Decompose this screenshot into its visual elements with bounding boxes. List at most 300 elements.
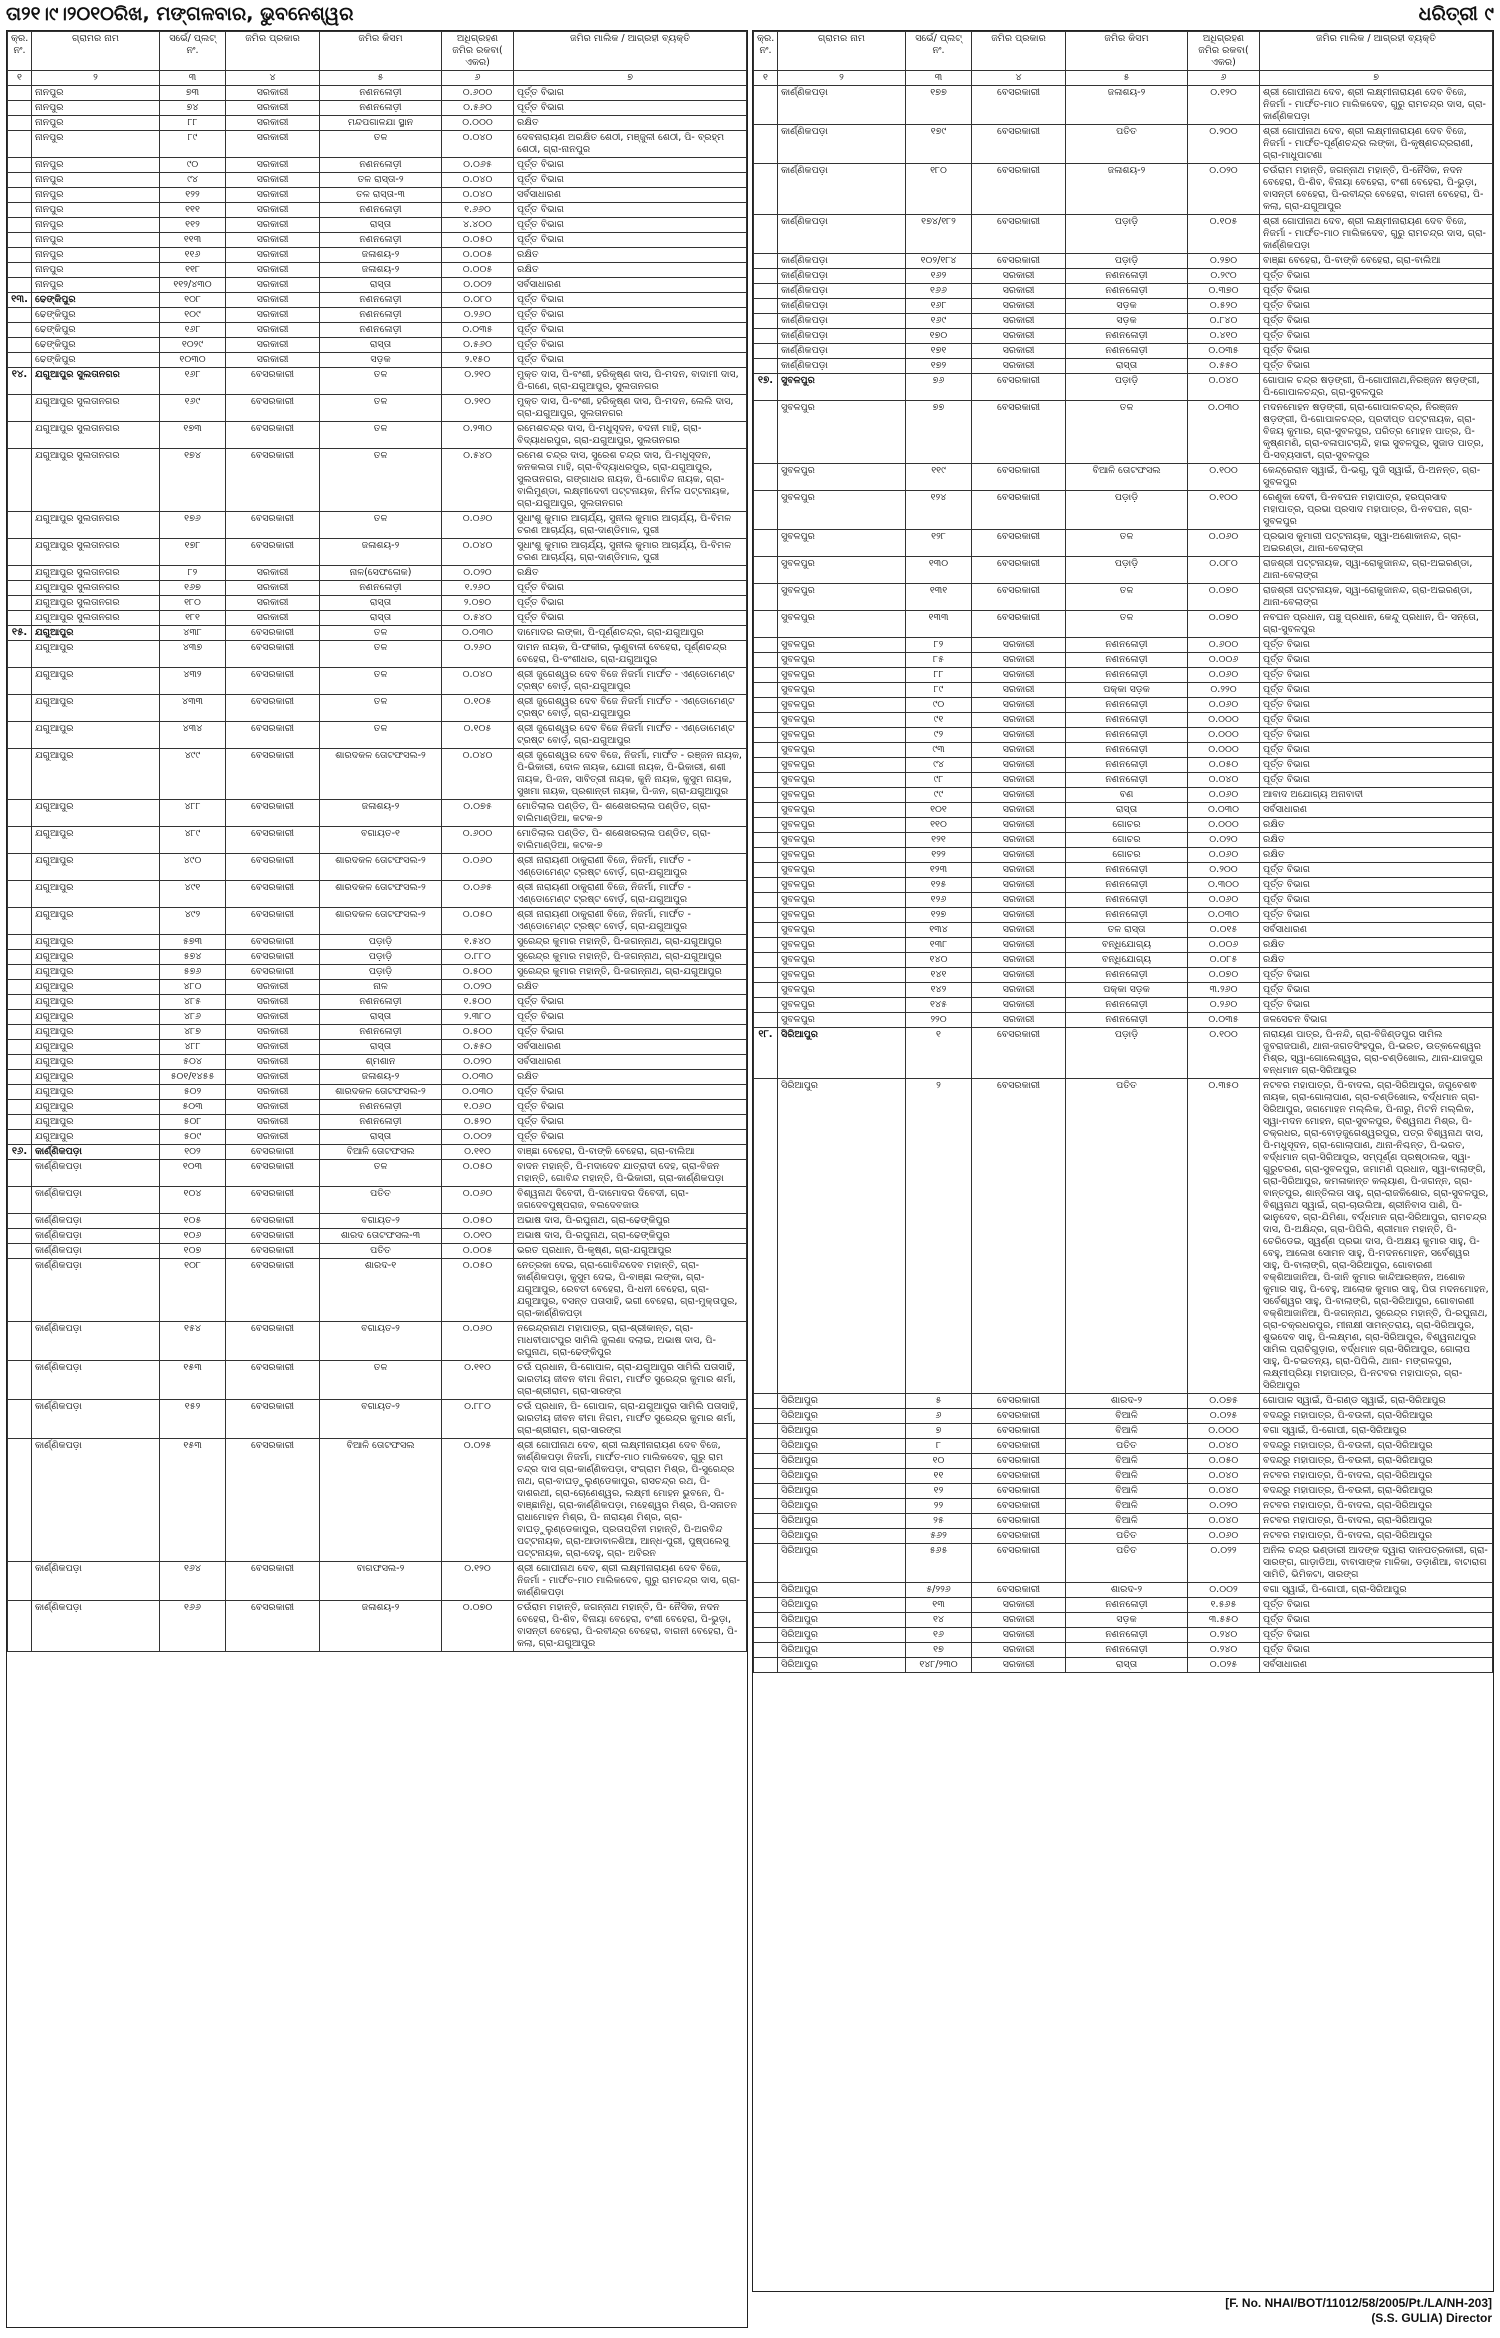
cell-sno (8, 1040, 32, 1055)
cell-land-type: ବେସରକାରୀ (226, 800, 320, 827)
cell-sno (754, 1643, 778, 1658)
cell-owner: ପୂର୍ତ୍ତ ବିଭାଗ (1260, 668, 1493, 683)
cell-sno (8, 422, 32, 449)
cell-sno (8, 1187, 32, 1214)
cell-plot: ୧୬୪ (160, 1562, 226, 1601)
table-row (8, 668, 747, 695)
cell-kisam: ନଣନଳୋଡ଼ୀ (320, 101, 442, 116)
table-row (8, 1085, 747, 1100)
cell-village: ସିରିଆପୁର (778, 1658, 906, 1673)
cell-plot: ୧୨୨ (906, 848, 972, 863)
cell-area: ୦.୦୫୦ (442, 1259, 514, 1322)
cell-village: ସିରିଆପୁର (778, 1409, 906, 1424)
cell-plot: ୧୧୬ (160, 248, 226, 263)
cell-kisam: ଶାରଦ-୧ (320, 1259, 442, 1322)
cell-sno (754, 215, 778, 254)
cell-sno (754, 86, 778, 125)
cell-village: କାର୍ଣ୍ଣିକପଡ଼ା (32, 1400, 160, 1439)
cell-land-type: ସରକାରୀ (972, 1613, 1066, 1628)
cell-kisam: ନଣନଳୋଡ଼ୀ (1066, 1598, 1188, 1613)
table-row (8, 203, 747, 218)
cell-kisam: ଜଳାଶୟ-୨ (1066, 164, 1188, 215)
cell-owner: ପୂର୍ତ୍ତ ବିଭାଗ (1260, 713, 1493, 728)
cell-owner: ବଦନ୍ଦ୍ରୁ ମହାପାତ୍ର, ପି-ବଉଳୀ, ଗ୍ରା-ସିରିଆପୁର (1260, 1454, 1493, 1469)
cell-sno (8, 965, 32, 980)
table-row (754, 788, 1493, 803)
cell-kisam: ନଣନଳୋଡ଼ୀ (1066, 344, 1188, 359)
cell-sno (8, 86, 32, 101)
cell-owner: ରାଜଶ୍ରୀ ପଟ୍ଟନାୟକ, ସ୍ୱା-ରୋକୁଜାନନ୍ଦ, ଗ୍ରା-ଅଇରଣ୍ଡା, ଥାନା-ବେଲାଙ୍ଗ (1260, 584, 1493, 611)
colnum: ୪ (972, 71, 1066, 86)
cell-plot: ୧୩୧ (906, 584, 972, 611)
cell-owner: ପୂର୍ତ୍ତ ବିଭାଗ (514, 308, 747, 323)
cell-kisam: ତଳ (320, 641, 442, 668)
cell-plot: ୯୦ (906, 698, 972, 713)
cell-plot: ୨୨୦ (906, 1013, 972, 1028)
cell-village: କାର୍ଣ୍ଣିକପଡ଼ା (778, 344, 906, 359)
table-row (754, 818, 1493, 833)
cell-village: ଯଗୁଆପୁର (32, 695, 160, 722)
cell-village: କାର୍ଣ୍ଣିକପଡ଼ା (778, 314, 906, 329)
cell-kisam: ନଣନଳୋଡ଼ୀ (1066, 269, 1188, 284)
table-row (8, 995, 747, 1010)
table-row (8, 1562, 747, 1601)
cell-plot: ୪୮୭ (160, 1025, 226, 1040)
cell-area: ୦.୦୬୦ (442, 512, 514, 539)
table-row (754, 833, 1493, 848)
cell-owner: ମୋତିଲାଲ ପଣ୍ଡିତ, ପି- ଶଶେଖରଲାଲ ପଣ୍ଡିତ, ଗ୍ରା-ବାଲିମାଣ୍ଡିଆ, କଟକ-୭ (514, 800, 747, 827)
table-row (754, 1583, 1493, 1598)
cell-area: ୦.୦୭୫ (442, 800, 514, 827)
cell-village: ଢେଙ୍କିପୁର (32, 353, 160, 368)
cell-area: ୦.୫୦୦ (442, 965, 514, 980)
colnum: ୧ (8, 71, 32, 86)
cell-owner: ଶ୍ରୀ ଜୁଗେଶ୍ୱର ଦେବ ବିଜେ ନିଜର୍ମା ମାର୍ଫତ - ଏଣ୍ଡୋମେଣ୍ଟ ଟ୍ରଷ୍ଟ ବୋର୍ଡ଼, ଗ୍ରା-ଯଗୁଆପୁର (514, 722, 747, 749)
table-row (8, 626, 747, 641)
cell-plot: ୧୭ (906, 1643, 972, 1658)
cell-land-type: ବେସରକାରୀ (226, 854, 320, 881)
cell-sno (8, 101, 32, 116)
cell-sno (754, 773, 778, 788)
cell-area: ୦.୦୭୦ (442, 1601, 514, 1652)
table-row (754, 953, 1493, 968)
cell-plot: ୧୦୩ (160, 1160, 226, 1187)
cell-sno (8, 908, 32, 935)
cell-land-type: ବେସରକାରୀ (972, 1394, 1066, 1409)
table-row (8, 1400, 747, 1439)
table-row (8, 1229, 747, 1244)
cell-kisam: ମନ୍ଦପଗାଳଯା ସ୍ଥାନ (320, 116, 442, 131)
cell-land-type: ସରକାରୀ (972, 893, 1066, 908)
cell-sno (8, 695, 32, 722)
cell-village: ସୁବଳପୁର (778, 938, 906, 953)
cell-sno (8, 308, 32, 323)
header-area: ଅଧିଗ୍ରହଣ ଜମିର ରକବା( ଏକର) (1188, 32, 1260, 71)
cell-village: ସିରିଆପୁର (778, 1529, 906, 1544)
cell-kisam: ବଗାୟତ-୨ (320, 1214, 442, 1229)
cell-area: ୦.୦୪୦ (1188, 1484, 1260, 1499)
cell-owner: ରକ୍ଷିତ (1260, 938, 1493, 953)
cell-sno (8, 641, 32, 668)
cell-kisam: ପତିତ (320, 1187, 442, 1214)
cell-owner: ନେତ୍ରକା ଦେଇ, ଗ୍ରା-ଗୋବିନ୍ଦଦେବ ମହାନ୍ତି, ଗ୍ରା-କାର୍ଣ୍ଣିକପଡ଼ା, କୁସୁମ ଦେଇ, ପି-ବାଞ୍ଛା ଲଙ୍କା, ଗ୍ରା-ଯଗୁଆପୁର, ରେବତୀ ବେହେରା, ପି-ଧନୀ ବେହେରା, ଗ୍ରା-ଯଗୁଆପୁର, ବସନ୍ତ ପତାସାହି, ଭଗୀ ବେହେରା, ଗ୍ରା-ମୁକ୍ତାପୁର, ଗ୍ରା-କାର୍ଣ୍ଣିକପଡ଼ା (514, 1259, 747, 1322)
cell-village: ସୁବଳପୁର (778, 728, 906, 743)
cell-village: ଢେଙ୍କିପୁର (32, 308, 160, 323)
colnum: ୬ (442, 71, 514, 86)
table-row (8, 1055, 747, 1070)
cell-kisam: ନାଳ (320, 980, 442, 995)
cell-area: ୦.୦୬୦ (442, 1187, 514, 1214)
cell-sno (8, 668, 32, 695)
cell-sno (8, 263, 32, 278)
cell-plot: ୫ (906, 1394, 972, 1409)
cell-plot: ୧୨୪ (906, 491, 972, 530)
cell-area: ୦.୦୨୨ (1188, 1544, 1260, 1583)
cell-sno (8, 827, 32, 854)
cell-land-type: ସରକାରୀ (972, 758, 1066, 773)
cell-kisam: ନଣନଳୋଡ଼ୀ (1066, 758, 1188, 773)
cell-plot: ୭୭ (906, 401, 972, 464)
cell-kisam: ରାସ୍ତା (320, 278, 442, 293)
cell-sno (754, 125, 778, 164)
cell-owner: ରକ୍ଷିତ (514, 248, 747, 263)
cell-area: ୦.୦୪୦ (1188, 1439, 1260, 1454)
cell-village: ସୁବଳପୁର (778, 491, 906, 530)
cell-village: କାର୍ଣ୍ଣିକପଡ଼ା (32, 1214, 160, 1229)
cell-plot: ୧୫୨ (160, 1400, 226, 1439)
cell-village: ସୁବଳପୁର (778, 743, 906, 758)
cell-sno (8, 854, 32, 881)
cell-plot: ୨୫ (906, 1514, 972, 1529)
cell-owner: ପୂର୍ତ୍ତ ବିଭାଗ (1260, 698, 1493, 713)
cell-owner: ବିଶ୍ୱନାଥ ଦିବେଦୀ, ପି-ଦାମୋଦର ଦିବେଦୀ, ଗ୍ରା-ଜଗଦେବପୁଷ୍ପରାଜ, ବଲଦେବଜାଉ (514, 1187, 747, 1214)
cell-kisam: ରାସ୍ତା (320, 1130, 442, 1145)
cell-plot: ୧୦୭ (160, 1244, 226, 1259)
cell-plot: ୮୨ (906, 638, 972, 653)
header-kisam: ଜମିର କିସମ (1066, 32, 1188, 71)
cell-sno (8, 278, 32, 293)
cell-sno (8, 1130, 32, 1145)
table-row (754, 1484, 1493, 1499)
cell-land-type: ବେସରକାରୀ (972, 611, 1066, 638)
cell-plot: ୧୦୧ (906, 803, 972, 818)
cell-plot: ୮୯ (906, 683, 972, 698)
cell-land-type: ସରକାରୀ (226, 233, 320, 248)
cell-kisam: ଜଳାଶୟ-୨ (320, 263, 442, 278)
colnum: ୬ (1188, 71, 1260, 86)
cell-owner: ପୂର୍ତ୍ତ ବିଭାଗ (514, 1025, 747, 1040)
cell-sno (754, 284, 778, 299)
cell-village: ସୁବଳପୁର (778, 773, 906, 788)
cell-plot: ୧୦୨ (160, 1145, 226, 1160)
table-row (8, 86, 747, 101)
cell-land-type: ବେସରକାରୀ (226, 1160, 320, 1187)
cell-village: ସୁବଳପୁର (778, 530, 906, 557)
cell-owner: ସର୍ବସାଧାରଣ (1260, 1658, 1493, 1673)
cell-village: ନାନପୁର (32, 101, 160, 116)
cell-owner: ପୂର୍ତ୍ତ ବିଭାଗ (1260, 743, 1493, 758)
cell-area: ୦.୦୨୦ (1188, 833, 1260, 848)
cell-owner: ନବଘନ ପ୍ରଧାନ, ପଞ୍ଚୁ ପ୍ରଧାନ, କେନ୍ଦୁ ପ୍ରଧାନ, ପି- ସନ୍ତୋ, ଗ୍ରା-ସୁବଳପୁର (1260, 611, 1493, 638)
cell-village: ଯଗୁଆପୁର (32, 749, 160, 800)
cell-plot: ୧୭୪ (160, 449, 226, 512)
cell-land-type: ସରକାରୀ (972, 329, 1066, 344)
cell-land-type: ସରକାରୀ (226, 980, 320, 995)
cell-sno: ୧୮. (754, 1028, 778, 1079)
cell-owner: ରକ୍ଷିତ (1260, 953, 1493, 968)
cell-land-type: ସରକାରୀ (226, 173, 320, 188)
cell-plot: ୧୭୦ (906, 329, 972, 344)
cell-area: ୦.୦୬୦ (442, 1322, 514, 1361)
cell-village: ଯଗୁଆପୁର (32, 881, 160, 908)
cell-land-type: ସରକାରୀ (972, 1643, 1066, 1658)
cell-area: ୦.୨୯୦ (1188, 269, 1260, 284)
cell-plot: ୧୬୬ (160, 1601, 226, 1652)
cell-land-type: ବେସରକାରୀ (972, 1484, 1066, 1499)
cell-village: କାର୍ଣ୍ଣିକପଡ଼ା (32, 1187, 160, 1214)
cell-plot: ୯୧ (906, 713, 972, 728)
cell-kisam: ନଣନଳୋଡ଼ୀ (1066, 713, 1188, 728)
cell-kisam: ବନ୍ଧିଯୋଗ୍ୟ (1066, 953, 1188, 968)
table-header (8, 32, 747, 71)
cell-owner: ଚଉଁରାମ ମହାନ୍ତି, ଜଗନ୍ନାଥ ମହାନ୍ତି, ପି-ନୈସିକ, ନଦନ ବେହେରା, ପି-ଶିବ, ବିନାୟା ବେହେରା, ବଂଶୀ ବେହେରା, ପି-ଭୁଡ଼ା, ବାସନ୍ତୀ ବେହେରା, ପି-ରବୀନ୍ଦ୍ର ବେହେରା, ବାଗନୀ ବେହେରା, ପି-କଲା, ଗ୍ରା-ଯଗୁଆପୁର (1260, 164, 1493, 215)
cell-area: ୦.୦୦୫ (442, 1244, 514, 1259)
right-table-body (754, 86, 1493, 1673)
cell-kisam: ପତିତ (1066, 1544, 1188, 1583)
cell-area: ୦.୮୪୦ (1188, 314, 1260, 329)
cell-land-type: ବେସରକାରୀ (226, 1229, 320, 1244)
table-row (8, 233, 747, 248)
cell-owner: ପୂର୍ତ୍ତ ବିଭାଗ (514, 596, 747, 611)
cell-village: ଯଗୁଆପୁର (32, 1070, 160, 1085)
cell-land-type: ସରକାରୀ (226, 323, 320, 338)
cell-sno (8, 1160, 32, 1187)
cell-land-type: ବେସରକାରୀ (226, 1145, 320, 1160)
cell-owner: ରକ୍ଷିତ (514, 1070, 747, 1085)
masthead (6, 2, 1494, 26)
cell-plot: ୧୭୯ (906, 125, 972, 164)
cell-owner: ପୂର୍ତ୍ତ ବିଭାଗ (514, 1130, 747, 1145)
cell-village: ଯଗୁଆପୁର (32, 641, 160, 668)
table-row (754, 848, 1493, 863)
cell-land-type: ବେସରକାରୀ (972, 1439, 1066, 1454)
cell-land-type: ସରକାରୀ (972, 314, 1066, 329)
cell-land-type: ବେସରକାରୀ (972, 1469, 1066, 1484)
cell-plot: ୯୪ (160, 173, 226, 188)
table-row (754, 1409, 1493, 1424)
cell-kisam: ନଣନଳୋଡ଼ୀ (1066, 998, 1188, 1013)
table-row (754, 1454, 1493, 1469)
table-row (754, 863, 1493, 878)
cell-land-type: ବେସରକାରୀ (226, 395, 320, 422)
cell-sno (754, 683, 778, 698)
table-row (754, 1613, 1493, 1628)
cell-area: ୦.୨୧୦ (442, 395, 514, 422)
cell-sno (8, 1229, 32, 1244)
colnum: ୭ (514, 71, 747, 86)
header-land-type: ଜମିର ପ୍ରକାର (226, 32, 320, 71)
cell-village: କାର୍ଣ୍ଣିକପଡ଼ା (32, 1322, 160, 1361)
cell-kisam: ନଣନଳୋଡ଼ୀ (320, 581, 442, 596)
cell-area: ୦.୫୬୦ (442, 338, 514, 353)
cell-area: ୧.୨୬୦ (442, 581, 514, 596)
table-row (754, 530, 1493, 557)
table-row (8, 965, 747, 980)
cell-land-type: ସରକାରୀ (972, 344, 1066, 359)
cell-village: ସିରିଆପୁର (778, 1613, 906, 1628)
cell-plot: ୭୬ (906, 374, 972, 401)
cell-plot: ୧୨ (906, 1484, 972, 1499)
cell-area: ୦.୦୨୫ (1188, 1409, 1260, 1424)
cell-sno (754, 833, 778, 848)
cell-area: ୨.୦୭୦ (442, 596, 514, 611)
cell-village: ସିରିଆପୁର (778, 1544, 906, 1583)
cell-area: ୦.୨୪୦ (1188, 1643, 1260, 1658)
table-row (8, 950, 747, 965)
cell-sno (8, 173, 32, 188)
table-row (754, 938, 1493, 953)
cell-village: କାର୍ଣ୍ଣିକପଡ଼ା (32, 1439, 160, 1562)
cell-land-type: ବେସରକାରୀ (226, 749, 320, 800)
cell-sno (8, 131, 32, 158)
cell-owner: ପୂର୍ତ୍ତ ବିଭାଗ (1260, 359, 1493, 374)
cell-sno (8, 980, 32, 995)
right-column (752, 30, 1494, 2292)
cell-kisam: ବିଆଳି (1066, 1424, 1188, 1439)
cell-plot: ୧୬୯ (160, 395, 226, 422)
cell-plot: ୪୮୬ (160, 1010, 226, 1025)
cell-village: ସୁବଳପୁର (778, 653, 906, 668)
cell-land-type: ସରକାରୀ (972, 284, 1066, 299)
cell-sno (8, 539, 32, 566)
cell-owner: ପୂର୍ତ୍ତ ବିଭାଗ (514, 233, 747, 248)
table-row (754, 164, 1493, 215)
cell-kisam: ବଗାୟତ-୨ (320, 1400, 442, 1439)
cell-area: ୦.୨୪୦ (1188, 1628, 1260, 1643)
cell-kisam: ତଳ ରାସ୍ତା-୨ (320, 173, 442, 188)
cell-plot: ୪୩୭ (160, 641, 226, 668)
cell-owner: ଶ୍ରୀ ଗୋପୀନାଥ ଦେବ, ଶ୍ରୀ ଲକ୍ଷ୍ମୀନାରାୟଣ ଦେବ ବିଜେ, ନିଜର୍ମା - ମାର୍ଫତ-ମାଠ ମାଲିକଦେବ, ଗୁରୁ ରାମଚନ୍ଦ୍ର ଦାସ, ଗ୍ରା- କାର୍ଣ୍ଣିକପଡ଼ା (1260, 86, 1493, 125)
column-number-row (754, 71, 1493, 86)
cell-village: ଢେଙ୍କିପୁର (32, 293, 160, 308)
cell-village: ଯଗୁଆପୁର ସୁଲତାନଗର (32, 449, 160, 512)
table-row (754, 653, 1493, 668)
header-sno: କ୍ର. ନଂ. (754, 32, 778, 71)
cell-area: ୦.୦୪୦ (1188, 1469, 1260, 1484)
cell-area: ୦.୧୦୫ (1188, 215, 1260, 254)
cell-sno (754, 698, 778, 713)
cell-village: କାର୍ଣ୍ଣିକପଡ଼ା (32, 1259, 160, 1322)
cell-village: ସୁବଳପୁର (778, 878, 906, 893)
table-row (8, 395, 747, 422)
cell-area: ୦.୧୨୦ (1188, 86, 1260, 125)
cell-sno (754, 938, 778, 953)
cell-land-type: ବେସରକାରୀ (972, 86, 1066, 125)
cell-village: ଯଗୁଆପୁର (32, 995, 160, 1010)
cell-land-type: ବେସରକାରୀ (226, 1361, 320, 1400)
cell-land-type: ସରକାରୀ (972, 953, 1066, 968)
table-row (754, 878, 1493, 893)
cell-owner: ରକ୍ଷିତ (514, 263, 747, 278)
cell-plot: ୧୦୯ (160, 308, 226, 323)
cell-owner: ବଗା ସ୍ୱାଇଁ, ପି-ଗୋପୀ, ଗ୍ରା-ସିରିଆପୁର (1260, 1424, 1493, 1439)
table-row (754, 683, 1493, 698)
cell-kisam: ତଳ (1066, 584, 1188, 611)
cell-area: ୦.୦୦୬ (1188, 653, 1260, 668)
cell-village: ସୁବଳପୁର (778, 893, 906, 908)
cell-land-type: ବେସରକାରୀ (226, 1244, 320, 1259)
cell-owner: ରକ୍ଷିତ (514, 980, 747, 995)
cell-owner: ଦେବନାରାୟଣ ଅରକ୍ଷିତ ଶେଠୀ, ମଞ୍ଜୁଳୀ ଶେଠୀ, ପି- ବ୍ରହ୍ମ ଶେଠୀ, ଗ୍ରା-ନାନପୁର (514, 131, 747, 158)
cell-plot: ୧୬୨ (906, 269, 972, 284)
cell-area: ୦.୨୬୦ (442, 308, 514, 323)
cell-owner: ପୂର୍ତ୍ତ ବିଭାଗ (1260, 983, 1493, 998)
cell-area: ୨.୧୫୦ (442, 353, 514, 368)
cell-land-type: ବେସରକାରୀ (972, 1529, 1066, 1544)
cell-sno (754, 557, 778, 584)
cell-sno (754, 1454, 778, 1469)
table-row (8, 278, 747, 293)
cell-plot: ୧୧୩ (160, 233, 226, 248)
cell-land-type: ବେସରକାରୀ (972, 1544, 1066, 1583)
table-row (8, 449, 747, 512)
cell-land-type: ବେସରକାରୀ (972, 530, 1066, 557)
cell-sno (8, 1562, 32, 1601)
cell-owner: ଶ୍ରୀ ନାରାୟଣୀ ଠାକୁରାଣୀ ବିଜେ, ନିଜର୍ମା, ମାର୍ଫତ - ଏଣ୍ଡୋମେଣ୍ଟ ଟ୍ରଷ୍ଟ ବୋର୍ଡ଼, ଗ୍ରା-ଯଗୁଆପୁର (514, 881, 747, 908)
cell-kisam: ପଡ଼ାଡ଼ି (1066, 557, 1188, 584)
table-row (754, 359, 1493, 374)
cell-owner: ଗୋପାଳ ଚନ୍ଦ୍ର ଷଡ଼ଙ୍ଗୀ, ପି-ଗୋପୀନାଥ,ନିରଞ୍ଜନ ଷଡ଼ଙ୍ଗୀ, ପି-ଗୋପାଳଚନ୍ଦ୍ର, ଗ୍ରା-ସୁବଳପୁର (1260, 374, 1493, 401)
cell-sno (754, 1013, 778, 1028)
cell-area: ୨.୩୮୦ (442, 1010, 514, 1025)
table-row (8, 353, 747, 368)
cell-sno (754, 668, 778, 683)
cell-kisam: ତଳ (1066, 611, 1188, 638)
cell-kisam: ବଣ (1066, 788, 1188, 803)
cell-village: ସୁବଳପୁର (778, 464, 906, 491)
table-row (8, 1361, 747, 1400)
cell-kisam: ନଣନଳୋଡ଼ୀ (320, 995, 442, 1010)
cell-owner: ପୂର୍ତ୍ତ ବିଭାଗ (514, 101, 747, 116)
cell-village: ଯଗୁଆପୁର (32, 1130, 160, 1145)
table-row (8, 539, 747, 566)
cell-area: ୦.୩୭୦ (1188, 284, 1260, 299)
cell-owner: ପୂର୍ତ୍ତ ବିଭାଗ (514, 1100, 747, 1115)
cell-kisam: ନଣନଳୋଡ଼ୀ (320, 308, 442, 323)
cell-sno (8, 1244, 32, 1259)
cell-village: କାର୍ଣ୍ଣିକପଡ଼ା (778, 299, 906, 314)
cell-kisam: ରାସ୍ତା (320, 218, 442, 233)
cell-area: ୦.୦୮୦ (442, 293, 514, 308)
cell-village: ଯଗୁଆପୁର ସୁଲତାନଗର (32, 596, 160, 611)
cell-plot: ୧୩ (906, 1598, 972, 1613)
cell-land-type: ସରକାରୀ (972, 878, 1066, 893)
table-row (754, 773, 1493, 788)
table-row (754, 584, 1493, 611)
cell-land-type: ବେସରକାରୀ (972, 1424, 1066, 1439)
cell-sno (8, 338, 32, 353)
cell-plot: ୧୦୫ (160, 1214, 226, 1229)
cell-sno (8, 395, 32, 422)
cell-kisam: ରାସ୍ତା (320, 596, 442, 611)
cell-owner: ଆବାଦ ଅଯୋଗ୍ୟ ଅନାବାଦୀ (1260, 788, 1493, 803)
cell-plot: ୧୧୧ (160, 203, 226, 218)
cell-kisam: ନଣନଳୋଡ଼ୀ (320, 86, 442, 101)
cell-sno: ୧୫. (8, 626, 32, 641)
cell-sno (8, 218, 32, 233)
cell-plot: ୧୧୨/୪୩୦ (160, 278, 226, 293)
table-row (754, 998, 1493, 1013)
